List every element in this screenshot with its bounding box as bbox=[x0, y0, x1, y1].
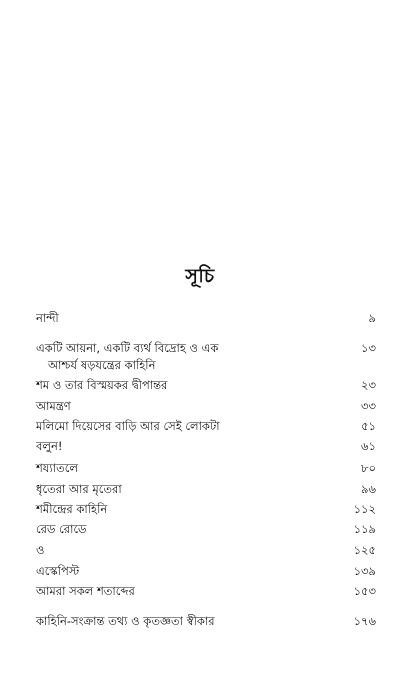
toc-entry-page: ১৫৩ bbox=[353, 584, 376, 598]
toc-entry-page: ১২৫ bbox=[353, 543, 376, 557]
toc-entry-page: ৯৬ bbox=[361, 482, 376, 496]
toc-entry-page: ১৩ bbox=[361, 341, 376, 355]
toc-entry-title: মলিমো দিয়েসের বাড়ি আর সেই লোকটা bbox=[36, 419, 220, 433]
toc-entry-page: ১১৯ bbox=[353, 522, 376, 536]
toc-entry-title: কাহিনি-সংক্রান্ত তথ্য ও কৃতজ্ঞতা স্বীকার bbox=[36, 614, 215, 628]
toc-entry-page: ২৩ bbox=[361, 378, 376, 392]
toc-entry-page: ৬১ bbox=[361, 439, 376, 453]
toc-entry-page: ১৩৯ bbox=[353, 564, 376, 578]
toc-entry-title: আমন্ত্রণ bbox=[36, 399, 71, 413]
toc-entry-page: ৩৩ bbox=[361, 399, 376, 413]
toc-title: সূচি bbox=[185, 265, 215, 287]
toc-entry-title: ও bbox=[36, 543, 45, 557]
toc-entry-title-continued: আশ্চর্য ষড়যন্ত্রের কাহিনি bbox=[48, 358, 156, 372]
toc-entry-title: শম ও তার বিস্ময়কর দ্বীপান্তর bbox=[36, 378, 168, 392]
toc-entry-title: এস্কেপিস্ট bbox=[36, 564, 80, 578]
toc-entry-page: ৫১ bbox=[361, 419, 376, 433]
toc-entry-title: শয্যাতলে bbox=[36, 461, 78, 475]
toc-entry-title: ধৃতেরা আর মৃতেরা bbox=[36, 482, 122, 496]
toc-entry-page: ১৭৬ bbox=[353, 614, 376, 628]
toc-entry-title: আমরা সকল শতাব্দের bbox=[36, 584, 135, 598]
toc-entry-title: বলুন! bbox=[36, 439, 63, 453]
toc-entry-title: শমীন্দ্রের কাহিনি bbox=[36, 502, 108, 516]
toc-entry-page: ৮০ bbox=[361, 461, 376, 475]
toc-entry-title: নান্দী bbox=[36, 311, 59, 325]
toc-entry-title: রেড রোডে bbox=[36, 522, 87, 536]
toc-entry-page: ১১২ bbox=[353, 502, 376, 516]
toc-entry-title: একটি আয়না, একটি ব্যর্থ বিদ্রোহ ও এক bbox=[36, 341, 219, 355]
toc-entry-page: ৯ bbox=[368, 311, 376, 325]
